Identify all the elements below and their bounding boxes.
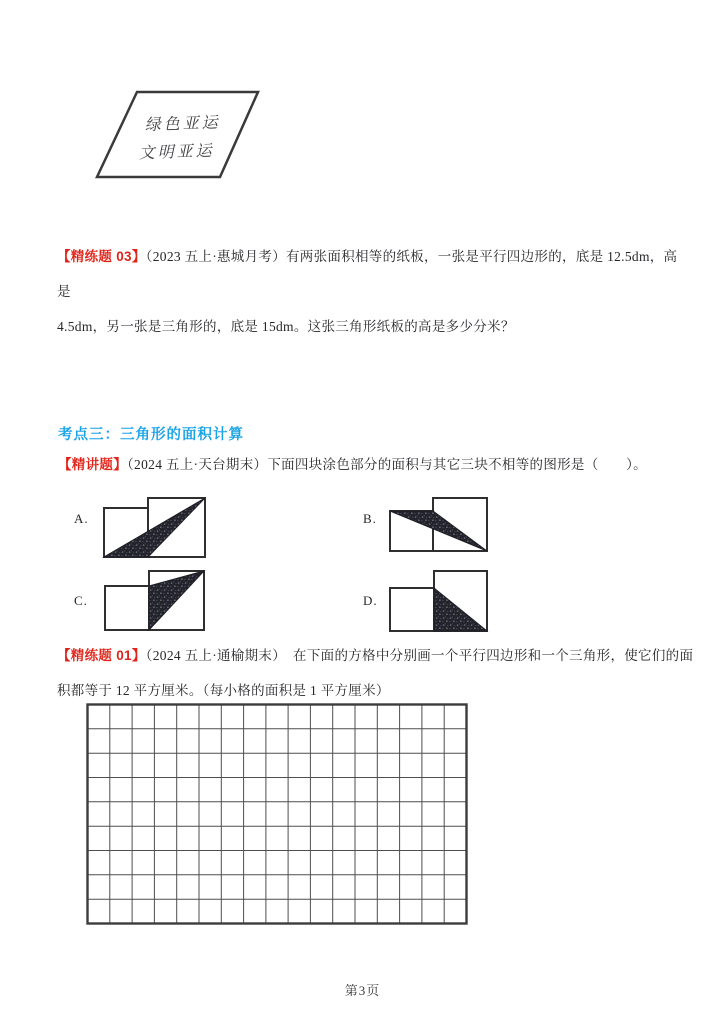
- problem-01-text-line2: 积都等于 12 平方厘米。（每小格的面积是 1 平方厘米）: [57, 683, 390, 698]
- option-b-label: B.: [363, 511, 377, 526]
- problem-01-line1: [57, 638, 697, 673]
- figure-option-d: [386, 567, 496, 635]
- problem-03-line1: [57, 239, 687, 309]
- problem-jingjiang: [58, 447, 698, 482]
- option-c-small-square: [105, 586, 149, 630]
- answer-grid-border: [88, 705, 467, 924]
- problem-jingjiang-tag: 【精讲题】: [58, 457, 127, 472]
- problem-03: [57, 239, 687, 344]
- problem-03-tag: 【精练题 03】: [57, 249, 146, 264]
- problem-03-text-line2: 4.5dm，另一张是三角形的，底是 15dm。这张三角形纸板的高是多少分米？: [57, 319, 515, 334]
- banner-text-line2: 文明亚运: [138, 142, 215, 163]
- option-c-label: C.: [74, 593, 88, 608]
- page-number: 第3页: [344, 983, 381, 998]
- problem-01: [57, 638, 697, 708]
- figure-option-c: [100, 567, 210, 635]
- problem-03-text-line1: （2023 五上·惠城月考）有两张面积相等的纸板，一张是平行四边形的，底是 12.5dm，高是: [57, 249, 678, 299]
- section-heading: 考点三：三角形的面积计算: [58, 427, 244, 443]
- option-d-label: D.: [363, 593, 378, 608]
- problem-jingjiang-text: （2024 五上·天台期末）下面四块涂色部分的面积与其它三块不相等的图形是（ ）。: [127, 457, 647, 472]
- parallelogram-banner-figure: [88, 84, 270, 186]
- problem-01-text-line1: （2024 五上·通榆期末） 在下面的方格中分别画一个平行四边形和一个三角形，使它们的面: [145, 648, 694, 663]
- answer-grid: [86, 703, 468, 925]
- banner-text-line1: 绿色亚运: [144, 114, 221, 135]
- figure-option-b: [386, 494, 496, 558]
- answer-grid-lines: [88, 705, 467, 924]
- figure-option-a: [100, 494, 210, 562]
- parallelogram-shape: [97, 92, 258, 177]
- option-a-label: A.: [74, 511, 89, 526]
- problem-01-tag: 【精练题 01】: [57, 648, 146, 663]
- option-d-small-square: [390, 588, 434, 631]
- problem-jingjiang-line: [58, 447, 698, 482]
